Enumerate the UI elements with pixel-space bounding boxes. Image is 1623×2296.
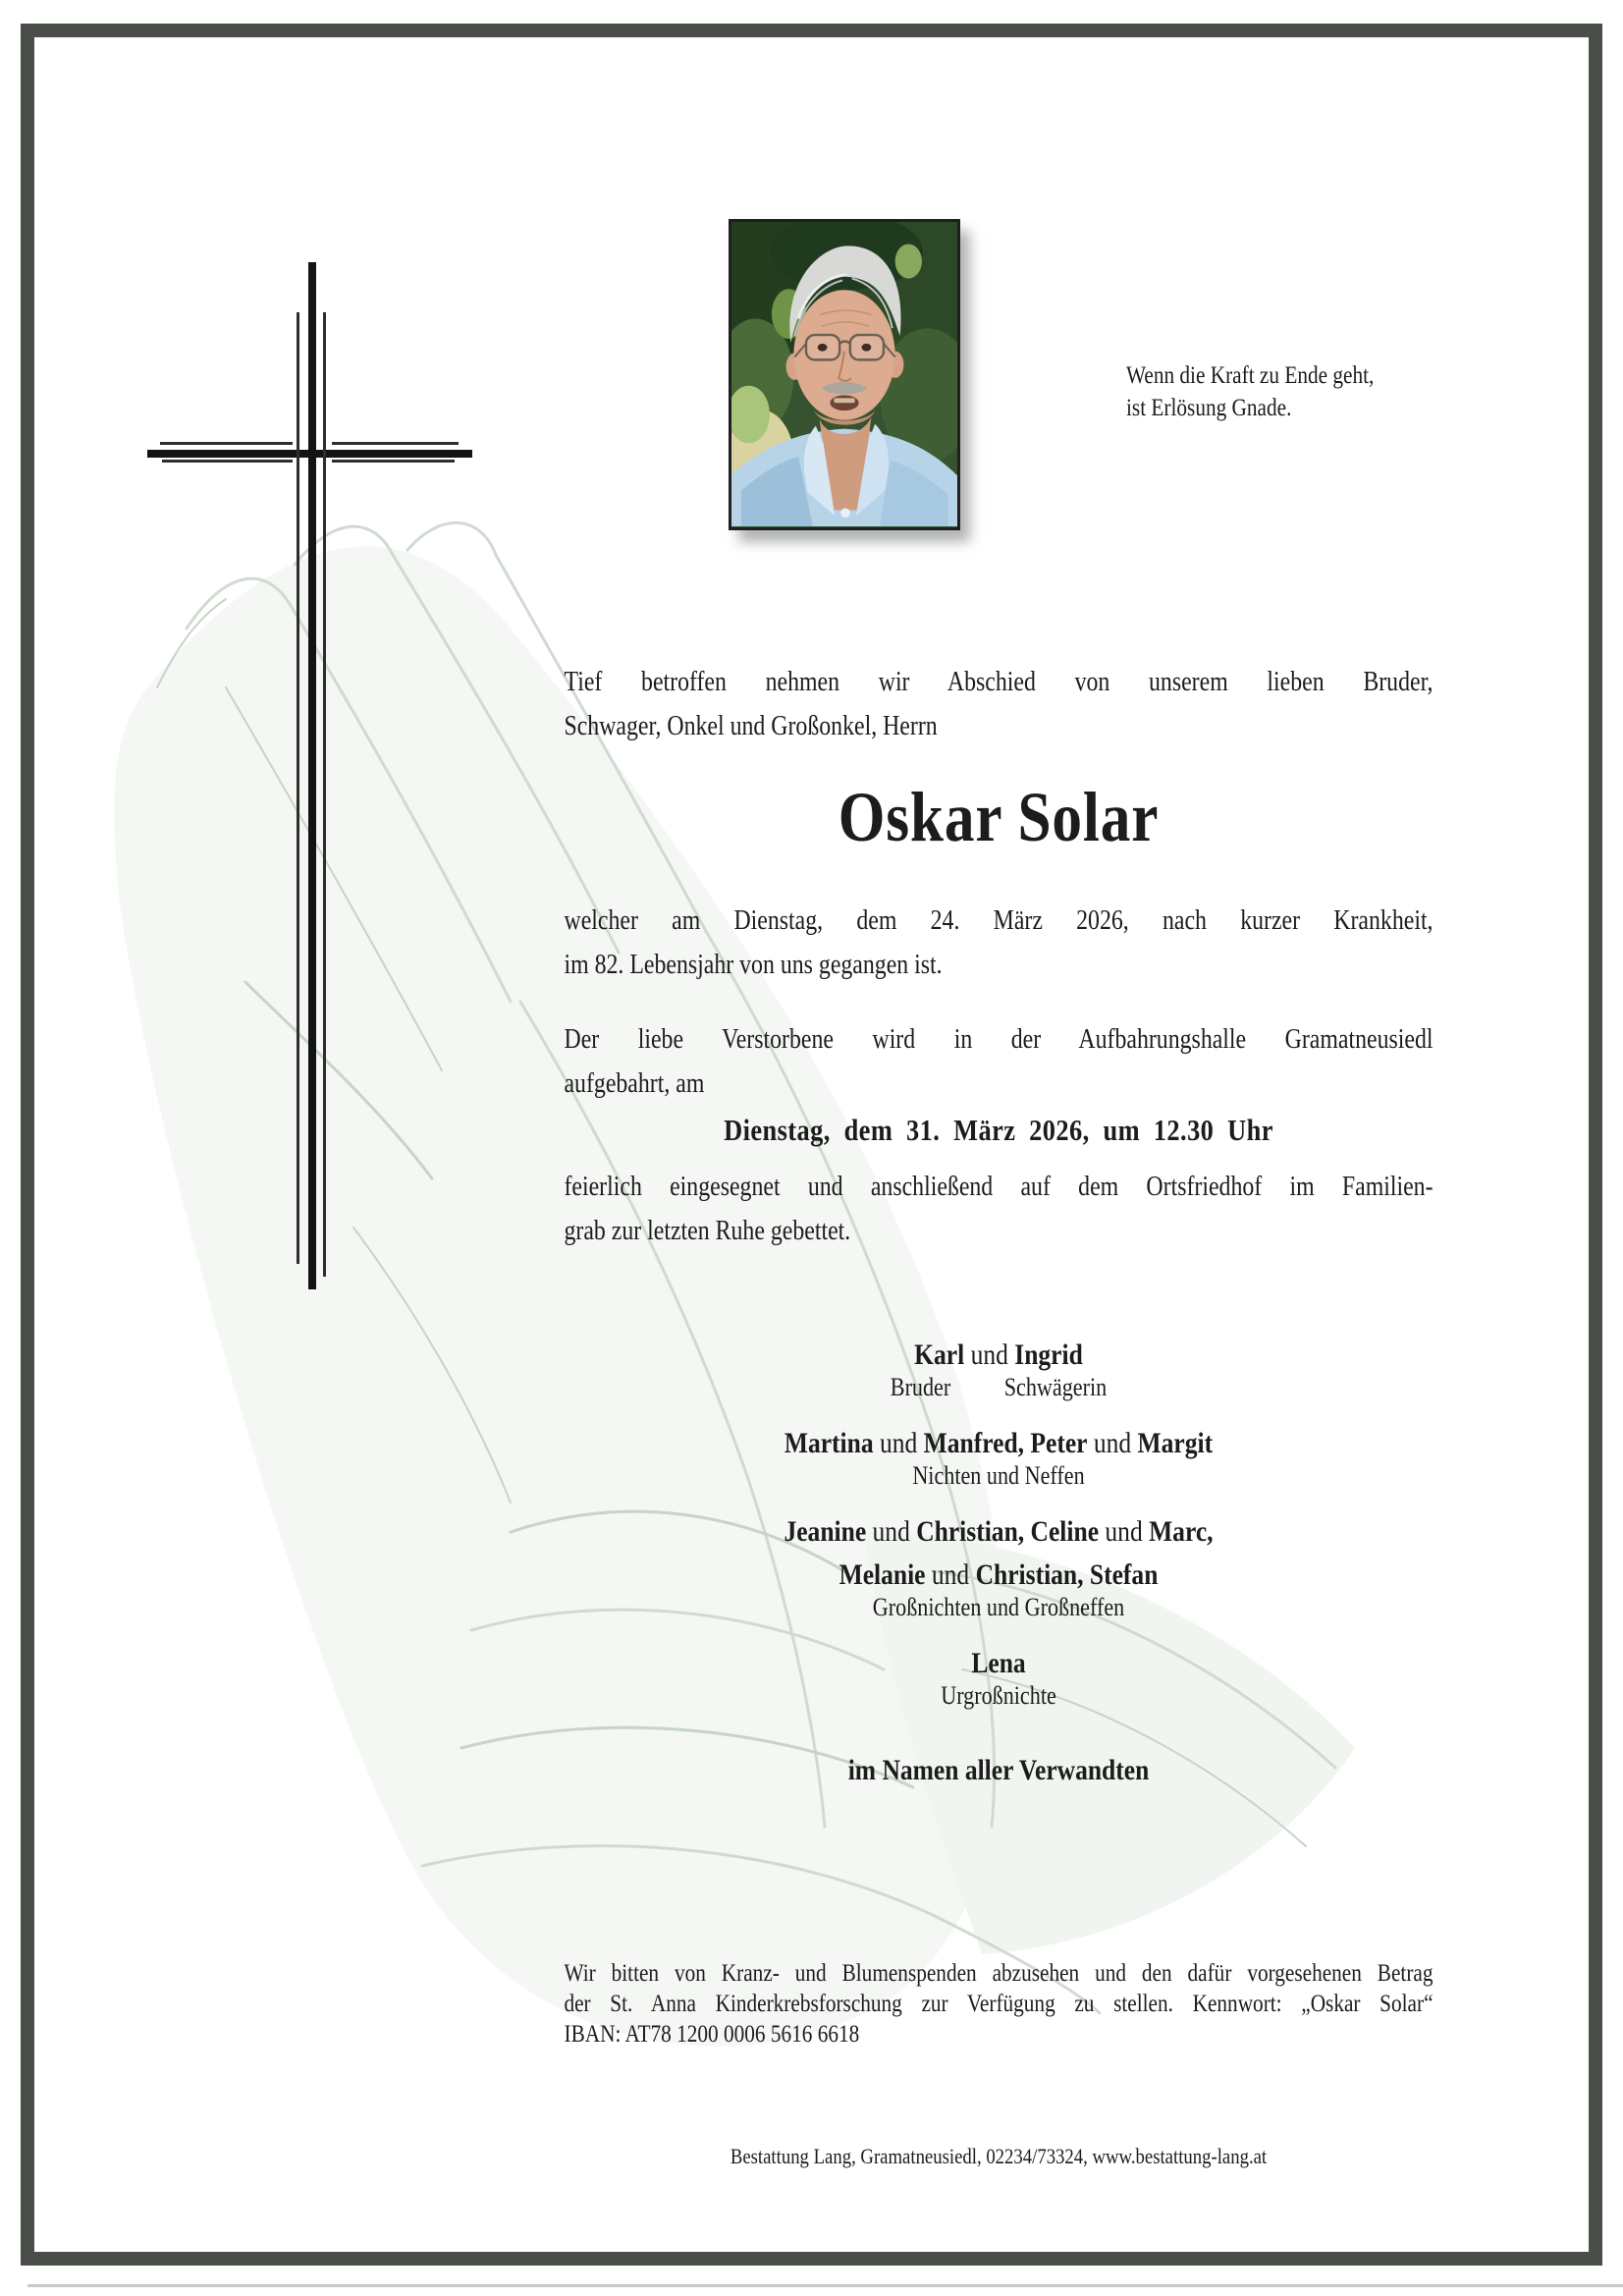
- text-line: im 82. Lebensjahr von uns gegangen ist.: [564, 950, 943, 980]
- laying-out-paragraph: [564, 1017, 1433, 1106]
- text-line: grab zur letzten Ruhe gebettet.: [564, 1216, 851, 1246]
- text-column: [564, 0, 1433, 2296]
- name-connector: und: [1099, 1515, 1150, 1548]
- text-line: ist Erlösung Gnade.: [1126, 395, 1292, 421]
- family-member-name: Lena: [971, 1647, 1026, 1679]
- donation-note: [564, 1958, 1433, 2050]
- family-relationship: Großnichten und Großneffen: [872, 1593, 1125, 1621]
- text-line: IBAN: AT78 1200 0006 5616 6618: [564, 2021, 860, 2048]
- name-connector: und: [964, 1339, 1015, 1371]
- family-member-name: Christian, Celine: [916, 1515, 1100, 1548]
- family-relationship: Schwägerin: [1003, 1373, 1108, 1401]
- text-line: der St. Anna Kinderkrebsforschung zur Verfügung zu stellen. Kennwort: „Oskar Solar“: [564, 1991, 1434, 2017]
- funeral-home-footer: Bestattung Lang, Gramatneusiedl, 02234/73324, www.bestattung-lang.at: [730, 2144, 1268, 2168]
- family-entry: [564, 1515, 1433, 1623]
- name-connector: und: [925, 1558, 976, 1591]
- family-list: [564, 1339, 1433, 1735]
- passing-paragraph: [564, 899, 1433, 987]
- family-names-line: [564, 1339, 1433, 1371]
- text-line: feierlich eingesegnet und anschließend auf dem Ortsfriedhof im Familien-: [564, 1172, 1434, 1202]
- family-member-name: Marc,: [1149, 1515, 1214, 1548]
- family-member-name: Manfred, Peter: [923, 1427, 1088, 1459]
- family-relationship-line: [564, 1679, 1433, 1712]
- text-line: Schwager, Onkel und Großonkel, Herrn: [564, 711, 938, 741]
- text-line: aufgebahrt, am: [564, 1068, 705, 1099]
- family-member-name: Jeanine: [784, 1515, 867, 1548]
- family-entry: [564, 1647, 1433, 1712]
- deceased-name: Oskar Solar: [838, 778, 1160, 856]
- scan-artifact-line: [27, 2284, 1623, 2287]
- text-line: Wir bitten von Kranz- und Blumenspenden abzusehen und den dafür vorgesehenen Betrag: [564, 1960, 1434, 1987]
- family-relationship-line: [564, 1459, 1433, 1492]
- family-entry: [564, 1339, 1433, 1403]
- family-closing: im Namen aller Verwandten: [847, 1754, 1150, 1786]
- ceremony-datetime: Dienstag, dem 31. März 2026, um 12.30 Uhr: [724, 1113, 1273, 1147]
- family-relationship-line: [564, 1591, 1433, 1623]
- family-member-name: Martina: [784, 1427, 874, 1459]
- family-member-name: Karl: [914, 1339, 965, 1371]
- family-names-line: [564, 1558, 1433, 1591]
- name-connector: und: [1087, 1427, 1138, 1459]
- family-member-name: Margit: [1137, 1427, 1214, 1459]
- name-connector: und: [866, 1515, 917, 1548]
- burial-paragraph: [564, 1165, 1433, 1253]
- family-relationship: Bruder: [890, 1373, 951, 1401]
- family-relationship: Urgroßnichte: [941, 1681, 1056, 1710]
- family-member-name: Christian, Stefan: [975, 1558, 1159, 1591]
- family-member-name: Ingrid: [1014, 1339, 1083, 1371]
- intro-paragraph: [564, 660, 1433, 748]
- family-relationship: Nichten und Neffen: [912, 1461, 1085, 1490]
- family-names-line: [564, 1515, 1433, 1548]
- family-relationship-line: [564, 1371, 1433, 1403]
- text-line: Der liebe Verstorbene wird in der Aufbahrungshalle Gramatneusiedl: [564, 1024, 1434, 1055]
- text-line: welcher am Dienstag, dem 24. März 2026, nach kurzer Krankheit,: [564, 905, 1434, 936]
- family-entry: [564, 1427, 1433, 1492]
- text-line: Wenn die Kraft zu Ende geht,: [1126, 362, 1375, 389]
- name-connector: und: [873, 1427, 924, 1459]
- family-member-name: Melanie: [839, 1558, 926, 1591]
- family-names-line: [564, 1427, 1433, 1459]
- family-names-line: [564, 1647, 1433, 1679]
- text-line: Tief betroffen nehmen wir Abschied von unserem lieben Bruder,: [564, 667, 1434, 697]
